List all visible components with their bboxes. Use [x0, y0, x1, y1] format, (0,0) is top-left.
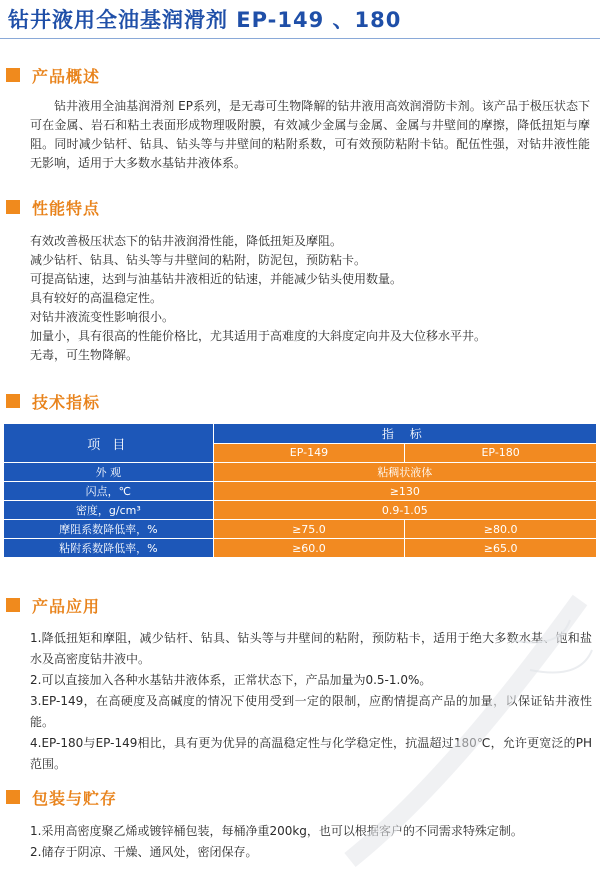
list-item: 1.采用高密度聚乙烯或镀锌桶包装，每桶净重200kg，也可以根据客户的不同需求特殊定制。	[30, 824, 523, 838]
list-item: 可提高钻速，达到与油基钻井液相近的钻速，并能减少钻头使用数量。	[30, 272, 403, 286]
row-label: 外 观	[4, 463, 214, 482]
features-list	[30, 232, 590, 365]
row-value-ep180: ≥65.0	[405, 539, 597, 558]
section-marker-icon	[6, 68, 20, 82]
packaging-list	[30, 821, 592, 863]
table-row	[4, 501, 597, 520]
col-header-index: 指 标	[213, 424, 596, 444]
row-value: 粘稠状液体	[213, 463, 596, 482]
overview-heading	[6, 64, 100, 86]
row-label: 闪点，℃	[4, 482, 214, 501]
overview-text: 钻井液用全油基润滑剂 EP系列，是无毒可生物降解的钻井液用高效润滑防卡剂。该产品于极压状态下可在金属、岩石和粘土表面形成物理吸附膜，有效减少金属与金属、金属与井壁间的摩擦，降低扭矩与摩阻。同时减少钻杆、钻具、钻头等与井壁间的粘附系数，可有效预防粘附卡钻。配伍性强，对钻井液性能无影响，适用于大多数水基钻井液体系。	[30, 99, 590, 170]
list-item: 加量小，具有很高的性能价格比，尤其适用于高难度的大斜度定向井及大位移水平井。	[30, 329, 487, 343]
row-label: 摩阻系数降低率，%	[4, 520, 214, 539]
specs-heading-text: 技术指标	[32, 392, 101, 412]
packaging-heading	[6, 786, 117, 808]
col-header-ep149: EP-149	[213, 443, 405, 463]
row-value: ≥130	[213, 482, 596, 501]
overview-heading-text: 产品概述	[32, 66, 101, 86]
table-header-row	[4, 424, 597, 444]
col-header-item: 项 目	[4, 424, 214, 463]
list-item: 减少钻杆、钻具、钻头等与井壁间的粘附，防泥包，预防粘卡。	[30, 253, 367, 267]
section-marker-icon	[6, 790, 20, 804]
list-item: 有效改善极压状态下的钻井液润滑性能，降低扭矩及摩阻。	[30, 234, 343, 248]
application-heading	[6, 594, 100, 616]
title-divider	[0, 38, 600, 39]
table-row	[4, 520, 597, 539]
features-heading	[6, 196, 100, 218]
list-item: 4.EP-180与EP-149相比，具有更为优异的高温稳定性与化学稳定性，抗温超过180℃，允许更宽泛的PH范围。	[30, 736, 592, 771]
features-heading-text: 性能特点	[32, 198, 101, 218]
specs-table	[3, 423, 597, 558]
application-heading-text: 产品应用	[32, 596, 101, 616]
row-value-ep149: ≥60.0	[213, 539, 405, 558]
page-title: 钻井液用全油基润滑剂 EP-149 、180	[8, 8, 402, 32]
row-label: 粘附系数降低率，%	[4, 539, 214, 558]
list-item: 无毒，可生物降解。	[30, 348, 139, 362]
row-label: 密度，g/cm³	[4, 501, 214, 520]
row-value: 0.9-1.05	[213, 501, 596, 520]
section-marker-icon	[6, 598, 20, 612]
list-item: 2.储存于阴凉、干燥、通风处，密闭保存。	[30, 845, 258, 859]
list-item: 3.EP-149，在高硬度及高碱度的情况下使用受到一定的限制，应酌情提高产品的加量，以保证钻井液性能。	[30, 694, 592, 729]
list-item: 具有较好的高温稳定性。	[30, 291, 163, 305]
list-item: 对钻井液流变性影响很小。	[30, 310, 175, 324]
list-item: 1.降低扭矩和摩阻，减少钻杆、钻具、钻头等与井壁间的粘附，预防粘卡，适用于绝大多数水基、饱和盐水及高密度钻井液中。	[30, 631, 592, 666]
list-item: 2.可以直接加入各种水基钻井液体系，正常状态下，产品加量为0.5-1.0%。	[30, 673, 432, 687]
table-row	[4, 539, 597, 558]
packaging-heading-text: 包装与贮存	[32, 788, 118, 808]
col-header-ep180: EP-180	[405, 443, 597, 463]
application-list	[30, 628, 592, 775]
specs-heading	[6, 390, 100, 412]
section-marker-icon	[6, 200, 20, 214]
table-row	[4, 463, 597, 482]
row-value-ep180: ≥80.0	[405, 520, 597, 539]
row-value-ep149: ≥75.0	[213, 520, 405, 539]
section-marker-icon	[6, 394, 20, 408]
table-row	[4, 482, 597, 501]
